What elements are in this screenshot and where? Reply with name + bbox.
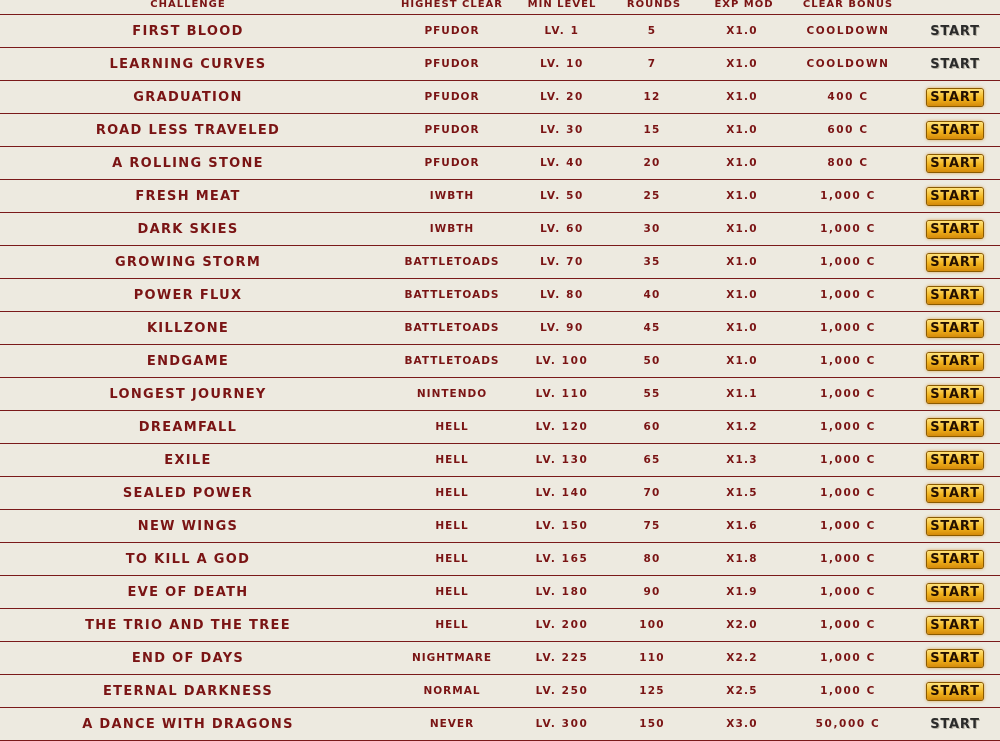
table-row (0, 576, 1000, 609)
challenge-name: POWER FLUX (133, 287, 243, 303)
rounds: 12 (643, 91, 661, 103)
start-cell (910, 675, 1000, 707)
exp-mod: X1.0 (726, 91, 758, 103)
start-button[interactable]: START (927, 320, 983, 337)
challenge-name: END OF DAYS (131, 650, 245, 666)
exp-mod: X1.9 (726, 586, 758, 598)
challenge-name: FRESH MEAT (135, 188, 241, 204)
min-level: LV. 110 (535, 388, 589, 400)
start-button[interactable]: START (927, 551, 983, 568)
clear-bonus: 400 C (827, 91, 869, 103)
min-level: LV. 300 (535, 718, 589, 730)
rounds: 40 (643, 289, 661, 301)
start-cell (910, 213, 1000, 245)
start-cell (910, 576, 1000, 608)
challenge-name: EVE OF DEATH (127, 584, 249, 600)
challenge-name: ENDGAME (146, 353, 230, 369)
challenge-name: LEARNING CURVES (109, 56, 267, 72)
exp-mod: X1.0 (726, 256, 758, 268)
highest-clear: BATTLETOADS (404, 355, 500, 367)
start-button[interactable]: START (927, 353, 983, 370)
rounds: 110 (639, 652, 665, 664)
start-button[interactable]: START (927, 485, 983, 502)
table-row (0, 48, 1000, 81)
clear-bonus: 1,000 C (820, 487, 876, 499)
table-row (0, 147, 1000, 180)
challenge-name: KILLZONE (146, 320, 230, 336)
highest-clear: BATTLETOADS (404, 256, 500, 268)
exp-mod: X2.2 (726, 652, 758, 664)
table-header (0, 0, 1000, 15)
exp-mod: X1.1 (726, 388, 758, 400)
start-button[interactable]: START (927, 419, 983, 436)
challenge-name: GRADUATION (133, 89, 243, 105)
header-clear-bonus: CLEAR BONUS (802, 0, 894, 10)
rounds: 7 (647, 58, 657, 70)
start-cell (910, 48, 1000, 80)
exp-mod: X1.5 (726, 487, 758, 499)
start-cell (910, 378, 1000, 410)
highest-clear: NORMAL (423, 685, 481, 697)
challenge-name: FIRST BLOOD (132, 23, 244, 39)
table-row (0, 312, 1000, 345)
header-challenge: CHALLENGE (150, 0, 226, 10)
start-button[interactable]: START (927, 518, 983, 535)
highest-clear: PFUDOR (424, 91, 480, 103)
rounds: 75 (643, 520, 661, 532)
table-row (0, 675, 1000, 708)
exp-mod: X1.0 (726, 157, 758, 169)
header-min-level: MIN LEVEL (527, 0, 597, 10)
challenge-name: ETERNAL DARKNESS (102, 683, 274, 699)
rounds: 125 (639, 685, 665, 697)
start-cell (910, 411, 1000, 443)
exp-mod: X1.0 (726, 124, 758, 136)
header-highest-clear: HIGHEST CLEAR (401, 0, 503, 10)
clear-bonus: 1,000 C (820, 652, 876, 664)
challenge-name: THE TRIO AND THE TREE (85, 617, 291, 633)
start-cell (910, 114, 1000, 146)
start-cell (910, 477, 1000, 509)
min-level: LV. 40 (540, 157, 584, 169)
min-level: LV. 250 (535, 685, 589, 697)
min-level: LV. 1 (544, 25, 580, 37)
table-row (0, 510, 1000, 543)
min-level: LV. 60 (540, 223, 584, 235)
rounds: 150 (639, 718, 665, 730)
start-button[interactable]: START (927, 287, 983, 304)
header-exp-mod: EXP MOD (714, 0, 774, 10)
start-button[interactable]: START (927, 254, 983, 271)
clear-bonus: 1,000 C (820, 553, 876, 565)
min-level: LV. 200 (535, 619, 589, 631)
table-row (0, 477, 1000, 510)
table-row (0, 213, 1000, 246)
clear-bonus: 1,000 C (820, 190, 876, 202)
highest-clear: NIGHTMARE (411, 652, 493, 664)
table-row (0, 444, 1000, 477)
start-button[interactable]: START (927, 89, 983, 106)
clear-bonus: 1,000 C (820, 256, 876, 268)
highest-clear: HELL (435, 619, 469, 631)
min-level: LV. 90 (540, 322, 584, 334)
exp-mod: X1.6 (726, 520, 758, 532)
clear-bonus: 1,000 C (820, 520, 876, 532)
rounds: 100 (639, 619, 665, 631)
highest-clear: HELL (435, 421, 469, 433)
start-button[interactable]: START (927, 386, 983, 403)
challenge-name: A ROLLING STONE (112, 155, 264, 171)
challenge-name: LONGEST JOURNEY (109, 386, 267, 402)
challenge-name: DREAMFALL (138, 419, 238, 435)
highest-clear: PFUDOR (424, 124, 480, 136)
start-cell (910, 147, 1000, 179)
table-row (0, 378, 1000, 411)
challenge-name: A DANCE WITH DRAGONS (82, 716, 294, 732)
table-row (0, 345, 1000, 378)
clear-bonus: 1,000 C (820, 454, 876, 466)
start-cell (910, 543, 1000, 575)
exp-mod: X1.0 (726, 58, 758, 70)
clear-bonus: 1,000 C (820, 322, 876, 334)
table-row (0, 279, 1000, 312)
exp-mod: X1.8 (726, 553, 758, 565)
min-level: LV. 150 (535, 520, 589, 532)
start-button[interactable]: START (927, 584, 983, 601)
min-level: LV. 70 (540, 256, 584, 268)
clear-bonus: COOLDOWN (806, 25, 890, 37)
table-row (0, 180, 1000, 213)
header-rounds: ROUNDS (626, 0, 682, 10)
min-level: LV. 30 (540, 124, 584, 136)
start-button[interactable]: START (927, 683, 983, 700)
table-row (0, 114, 1000, 147)
rounds: 35 (643, 256, 661, 268)
table-row (0, 708, 1000, 741)
start-button[interactable]: START (930, 23, 980, 39)
rounds: 70 (643, 487, 661, 499)
rounds: 50 (643, 355, 661, 367)
start-button[interactable]: START (930, 716, 980, 732)
start-button[interactable]: START (927, 650, 983, 667)
table-row (0, 642, 1000, 675)
exp-mod: X1.2 (726, 421, 758, 433)
challenge-name: SEALED POWER (122, 485, 254, 501)
start-cell (910, 444, 1000, 476)
exp-mod: X2.0 (726, 619, 758, 631)
challenge-name: NEW WINGS (137, 518, 239, 534)
highest-clear: IWBTH (429, 223, 475, 235)
start-cell (910, 510, 1000, 542)
start-cell (910, 15, 1000, 47)
clear-bonus: 1,000 C (820, 421, 876, 433)
start-cell (910, 279, 1000, 311)
start-cell (910, 312, 1000, 344)
min-level: LV. 120 (535, 421, 589, 433)
challenge-name: DARK SKIES (137, 221, 239, 237)
exp-mod: X1.0 (726, 355, 758, 367)
min-level: LV. 20 (540, 91, 584, 103)
exp-mod: X2.5 (726, 685, 758, 697)
min-level: LV. 50 (540, 190, 584, 202)
challenge-name: GROWING STORM (114, 254, 262, 270)
highest-clear: HELL (435, 454, 469, 466)
highest-clear: HELL (435, 487, 469, 499)
start-cell (910, 180, 1000, 212)
challenge-name: EXILE (164, 452, 212, 468)
exp-mod: X1.0 (726, 322, 758, 334)
clear-bonus: COOLDOWN (806, 58, 890, 70)
start-cell (910, 246, 1000, 278)
start-button[interactable]: START (927, 452, 983, 469)
table-row (0, 609, 1000, 642)
clear-bonus: 1,000 C (820, 586, 876, 598)
rounds: 55 (643, 388, 661, 400)
min-level: LV. 100 (535, 355, 589, 367)
start-button[interactable]: START (927, 122, 983, 139)
rounds: 20 (643, 157, 661, 169)
clear-bonus: 50,000 C (815, 718, 881, 730)
highest-clear: BATTLETOADS (404, 322, 500, 334)
exp-mod: X3.0 (726, 718, 758, 730)
clear-bonus: 1,000 C (820, 619, 876, 631)
clear-bonus: 1,000 C (820, 223, 876, 235)
rounds: 60 (643, 421, 661, 433)
highest-clear: PFUDOR (424, 157, 480, 169)
rounds: 30 (643, 223, 661, 235)
rounds: 80 (643, 553, 661, 565)
min-level: LV. 225 (535, 652, 589, 664)
min-level: LV. 80 (540, 289, 584, 301)
start-button[interactable]: START (927, 155, 983, 172)
highest-clear: IWBTH (429, 190, 475, 202)
start-button[interactable]: START (927, 188, 983, 205)
highest-clear: BATTLETOADS (404, 289, 500, 301)
clear-bonus: 1,000 C (820, 289, 876, 301)
min-level: LV. 130 (535, 454, 589, 466)
start-cell (910, 609, 1000, 641)
start-cell (910, 708, 1000, 740)
table-row (0, 246, 1000, 279)
challenge-name: ROAD LESS TRAVELED (95, 122, 281, 138)
challenge-name: TO KILL A GOD (125, 551, 251, 567)
min-level: LV. 180 (535, 586, 589, 598)
exp-mod: X1.3 (726, 454, 758, 466)
clear-bonus: 1,000 C (820, 388, 876, 400)
min-level: LV. 140 (535, 487, 589, 499)
highest-clear: PFUDOR (424, 58, 480, 70)
highest-clear: NINTENDO (416, 388, 488, 400)
exp-mod: X1.0 (726, 190, 758, 202)
table-row (0, 81, 1000, 114)
clear-bonus: 1,000 C (820, 685, 876, 697)
highest-clear: HELL (435, 586, 469, 598)
highest-clear: PFUDOR (424, 25, 480, 37)
rounds: 45 (643, 322, 661, 334)
table-row (0, 15, 1000, 48)
rounds: 15 (643, 124, 661, 136)
rounds: 90 (643, 586, 661, 598)
min-level: LV. 10 (540, 58, 584, 70)
start-button[interactable]: START (927, 221, 983, 238)
exp-mod: X1.0 (726, 223, 758, 235)
min-level: LV. 165 (535, 553, 589, 565)
rounds: 65 (643, 454, 661, 466)
highest-clear: HELL (435, 520, 469, 532)
start-button[interactable]: START (930, 56, 980, 72)
start-button[interactable]: START (927, 617, 983, 634)
rounds: 5 (647, 25, 657, 37)
exp-mod: X1.0 (726, 25, 758, 37)
start-cell (910, 642, 1000, 674)
exp-mod: X1.0 (726, 289, 758, 301)
clear-bonus: 600 C (827, 124, 869, 136)
table-row (0, 411, 1000, 444)
highest-clear: HELL (435, 553, 469, 565)
table-row (0, 543, 1000, 576)
clear-bonus: 800 C (827, 157, 869, 169)
highest-clear: NEVER (429, 718, 475, 730)
start-cell (910, 345, 1000, 377)
start-cell (910, 81, 1000, 113)
rounds: 25 (643, 190, 661, 202)
clear-bonus: 1,000 C (820, 355, 876, 367)
